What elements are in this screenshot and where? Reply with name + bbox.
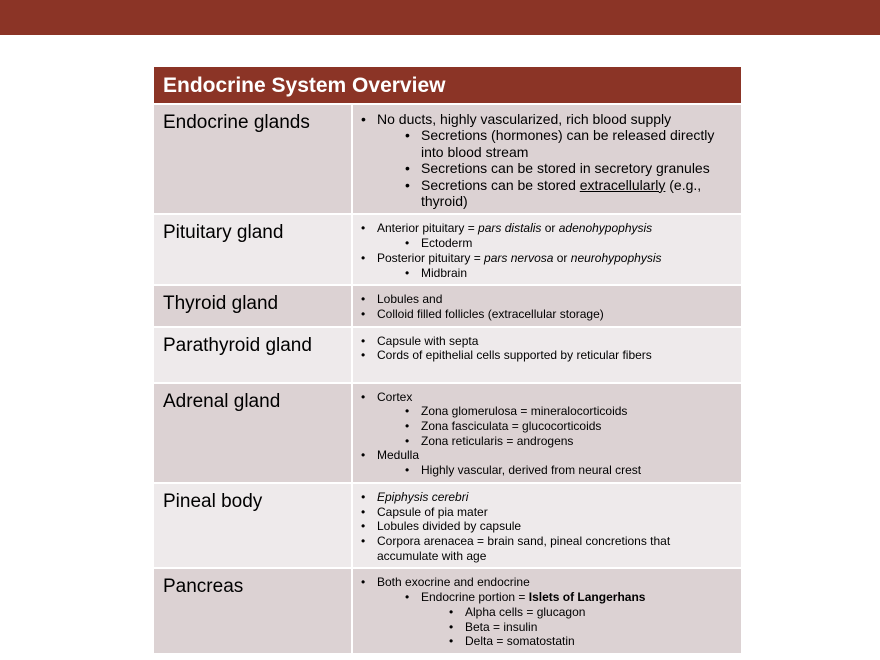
table-row — [154, 483, 741, 569]
list-item: • Zona reticularis = androgens — [361, 434, 733, 449]
list-item: • Capsule with septa — [361, 334, 733, 349]
list-item: • No ducts, highly vascularized, rich blood supply — [361, 111, 733, 127]
list-item: • Cords of epithelial cells supported by reticular fibers — [361, 348, 733, 363]
gland-name: Pituitary gland — [154, 214, 352, 285]
list-item: • Secretions can be stored in secretory granules — [361, 160, 733, 176]
list-item: • Alpha cells = glucagon — [361, 605, 733, 620]
table-title: Endocrine System Overview — [154, 67, 741, 104]
gland-name: Endocrine glands — [154, 104, 352, 214]
list-item: • Midbrain — [361, 266, 733, 281]
list-item: • Endocrine portion = Islets of Langerhans — [361, 590, 733, 605]
list-item: • Posterior pituitary = pars nervosa or neurohypophysis — [361, 251, 733, 266]
list-item: • Corpora arenacea = brain sand, pineal concretions that accumulate with age — [361, 534, 733, 563]
list-item: • Medulla — [361, 448, 733, 463]
list-item: • Zona glomerulosa = mineralocorticoids — [361, 404, 733, 419]
gland-description — [352, 483, 741, 569]
gland-name: Adrenal gland — [154, 383, 352, 483]
gland-description — [352, 285, 741, 326]
endocrine-overview-table — [154, 67, 741, 655]
slide-title-bar — [0, 0, 880, 35]
table-row — [154, 104, 741, 214]
list-item: • Secretions can be stored extracellularly (e.g., thyroid) — [361, 177, 733, 210]
table-row — [154, 568, 741, 654]
list-item: • Lobules divided by capsule — [361, 519, 733, 534]
table-row — [154, 327, 741, 383]
list-item: • Capsule of pia mater — [361, 505, 733, 520]
list-item: • Anterior pituitary = pars distalis or adenohypophysis — [361, 221, 733, 236]
gland-description — [352, 568, 741, 654]
list-item: • Highly vascular, derived from neural crest — [361, 463, 733, 478]
gland-description — [352, 327, 741, 383]
table-row — [154, 285, 741, 326]
gland-description — [352, 214, 741, 285]
table-row — [154, 214, 741, 285]
gland-description — [352, 383, 741, 483]
table-row — [154, 383, 741, 483]
list-item: • Zona fasciculata = glucocorticoids — [361, 419, 733, 434]
list-item: • Colloid filled follicles (extracellular storage) — [361, 307, 733, 322]
gland-name: Thyroid gland — [154, 285, 352, 326]
list-item: • Both exocrine and endocrine — [361, 575, 733, 590]
list-item: • Ectoderm — [361, 236, 733, 251]
list-item: • Epiphysis cerebri — [361, 490, 733, 505]
list-item: • Delta = somatostatin — [361, 634, 733, 649]
gland-name: Pancreas — [154, 568, 352, 654]
list-item: • Beta = insulin — [361, 620, 733, 635]
list-item: • Lobules and — [361, 292, 733, 307]
list-item: • Secretions (hormones) can be released directly into blood stream — [361, 127, 733, 160]
gland-name: Parathyroid gland — [154, 327, 352, 383]
gland-description — [352, 104, 741, 214]
list-item: • Cortex — [361, 390, 733, 405]
gland-name: Pineal body — [154, 483, 352, 569]
